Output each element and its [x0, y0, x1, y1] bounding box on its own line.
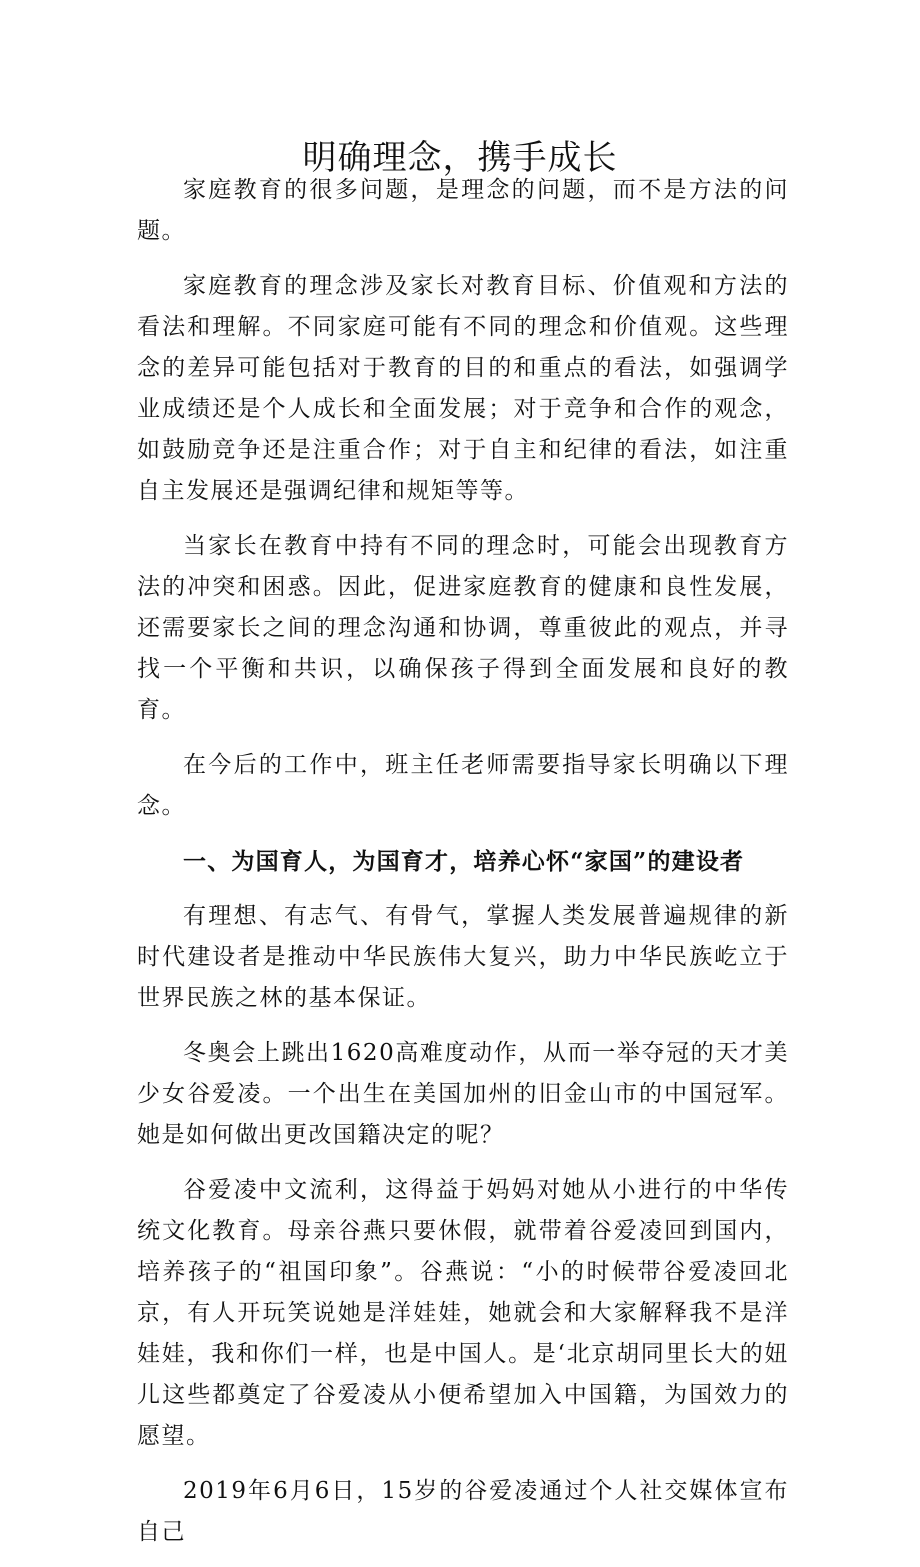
paragraph-olympics: 冬奥会上跳出1620高难度动作，从而一举夺冠的天才美少女谷爱凌。一个出生在美国加州的旧金山市的中国冠军。她是如何做出更改国籍决定的呢？	[137, 1040, 789, 1148]
section-heading-1: 一、为国育人，为国育才，培养心怀“家国”的建设者	[183, 848, 745, 875]
paragraph-gu-ailing: 谷爱凌中文流利，这得益于妈妈对她从小进行的中华传统文化教育。母亲谷燕只要休假，就带着谷爱凌回到国内，培养孩子的“祖国印象”。谷燕说：“小的时候带谷爱凌回北京，有人开玩笑说她是洋娃娃，她就会和大家解释我不是洋娃娃，我和你们一样，也是中国人。是‘北京胡同里长大的妞儿这些都奠定了谷爱凌从小便希望加入中国籍，为国效力的愿望。	[137, 1177, 789, 1449]
paragraph-intro: 家庭教育的很多问题，是理念的问题，而不是方法的问题。	[137, 177, 789, 244]
paragraph-2019: 2019年6月6日，15岁的谷爱凌通过个人社交媒体宣布自己	[137, 1478, 789, 1545]
document-body	[137, 170, 789, 1567]
paragraph-builders: 有理想、有志气、有骨气，掌握人类发展普遍规律的新时代建设者是推动中华民族伟大复兴，助力中华民族屹立于世界民族之林的基本保证。	[137, 903, 789, 1011]
paragraph-guidance: 在今后的工作中，班主任老师需要指导家长明确以下理念。	[137, 752, 789, 819]
document-title: 明确理念，携手成长	[302, 137, 618, 178]
paragraph-conflict: 当家长在教育中持有不同的理念时，可能会出现教育方法的冲突和困惑。因此，促进家庭教育的健康和良性发展，还需要家长之间的理念沟通和协调，尊重彼此的观点，并寻找一个平衡和共识，以确保孩子得到全面发展和良好的教育。	[137, 533, 789, 723]
paragraph-concept: 家庭教育的理念涉及家长对教育目标、价值观和方法的看法和理解。不同家庭可能有不同的理念和价值观。这些理念的差异可能包括对于教育的目的和重点的看法，如强调学业成绩还是个人成长和全面发展；对于竞争和合作的观念，如鼓励竞争还是注重合作；对于自主和纪律的看法，如注重自主发展还是强调纪律和规矩等等。	[137, 273, 789, 504]
